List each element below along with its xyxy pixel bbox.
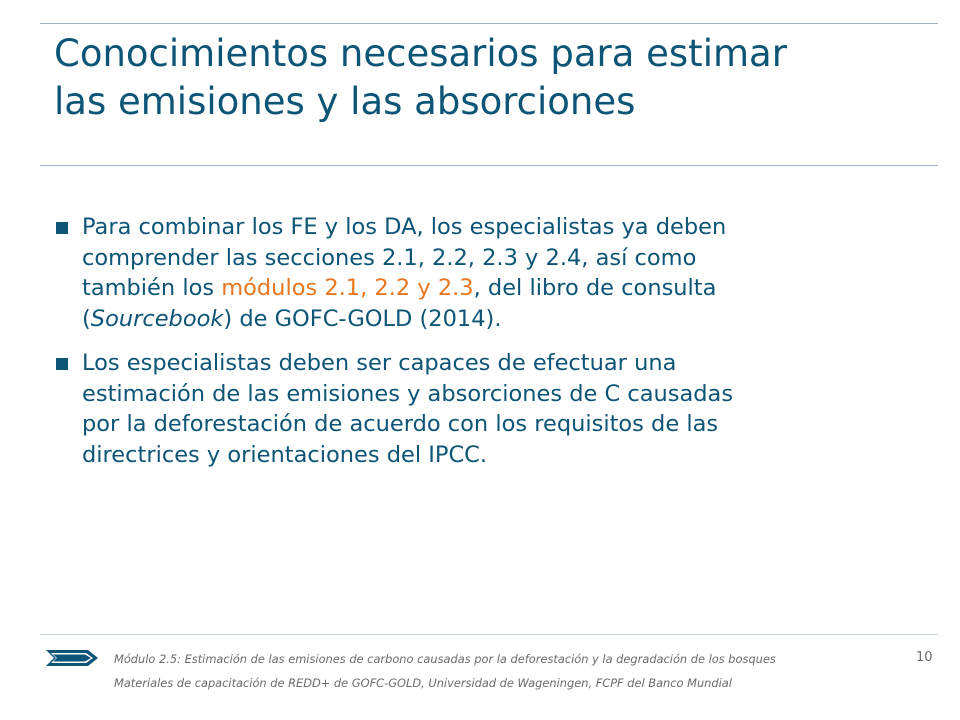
text-run: ( — [82, 305, 91, 332]
bullet-line — [82, 273, 934, 304]
text-run: estimación de las emisiones y absorciones de C causadas — [82, 380, 734, 407]
text-run: Para combinar los FE y los DA, los especialistas ya deben — [82, 214, 727, 240]
slide-title — [54, 30, 934, 126]
text-run: , del libro de consulta — [473, 275, 717, 301]
text-run: comprender las secciones 2.1, 2.2, 2.3 y 2.4, así como — [82, 244, 697, 271]
title-line: Conocimientos necesarios para estimar — [54, 32, 787, 75]
page-number: 10 — [916, 650, 933, 665]
chevron-arrow-icon — [42, 648, 100, 668]
bullet-line — [82, 304, 934, 335]
square-bullet-icon — [56, 222, 68, 234]
text-run: Los especialistas deben ser capaces de efectuar una — [82, 350, 677, 376]
footer-rule — [40, 634, 938, 635]
top-rule — [40, 23, 938, 24]
bullet-item — [54, 348, 934, 470]
title-line: las emisiones y las absorciones — [54, 80, 636, 123]
bullet-text — [82, 212, 934, 334]
bullet-item — [54, 212, 934, 334]
title-rule — [40, 165, 938, 166]
text-run: directrices y orientaciones del IPCC. — [82, 441, 488, 468]
footer-credits-text: Materiales de capacitación de REDD+ de GOFC-GOLD, Universidad de Wageningen, FCPF del Banco Mundial — [114, 676, 732, 690]
bullet-line — [82, 243, 934, 274]
bullet-line — [82, 409, 934, 440]
footer-module-text: Módulo 2.5: Estimación de las emisiones de carbono causadas por la deforestación y la degradación de los bosques — [114, 652, 776, 666]
bullet-line — [82, 379, 934, 410]
bullet-text — [82, 348, 934, 470]
bullet-line — [82, 212, 934, 243]
text-run: también los — [82, 275, 222, 301]
italic-text: Sourcebook — [90, 305, 224, 332]
square-bullet-icon — [56, 358, 68, 370]
text-run: por la deforestación de acuerdo con los requisitos de las — [82, 411, 719, 437]
bullet-line — [82, 348, 934, 379]
bullet-list — [54, 212, 934, 484]
bullet-line — [82, 440, 934, 471]
highlighted-text: módulos 2.1, 2.2 y 2.3 — [221, 275, 474, 301]
text-run: ) de GOFC-GOLD (2014). — [223, 305, 502, 332]
